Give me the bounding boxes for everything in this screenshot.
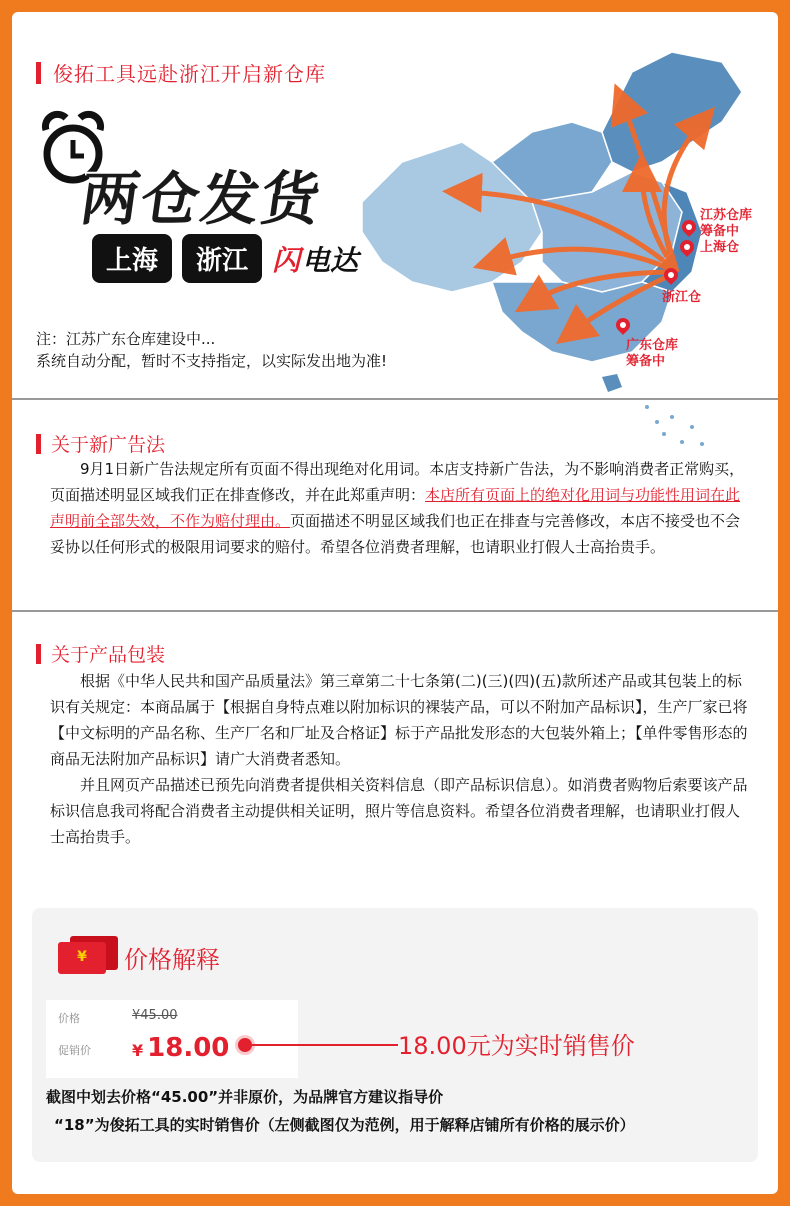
warehouse-title-text: 俊拓工具远赴浙江开启新仓库 [53, 62, 326, 86]
ad-law-paragraph [50, 456, 750, 560]
label-guangdong-line2: 筹备中 [626, 354, 666, 369]
ad-law-title-text: 关于新广告法 [51, 434, 166, 456]
ad-law-text-a: 9月1日新广告法规定所有页面不得出现绝对化用词。本店支持新广告法，为不影响消费者正常购买，页面描述明显区域我们正在排查修改，并在此郑重声明： [50, 460, 745, 504]
callout-line [252, 1044, 398, 1046]
note-line-2: 系统自动分配，暂时不支持指定，以实际发出地为准! [36, 352, 388, 370]
label-shanghai: 上海仓 [700, 240, 740, 255]
red-envelope-icon [58, 936, 118, 974]
envelope-symbol: ¥ [58, 942, 106, 974]
callout-number: 18.00 [398, 1032, 467, 1060]
express-text: 电达 [302, 243, 359, 277]
ad-law-text-b: 页面描述不明显区域我们也正在排查与完善修改，本店不接受也不会妥协以任何形式的极限用词要求的赔付。希望各位消费者理解，也请职业打假人士高抬贵手。 [50, 512, 741, 556]
divider-2 [12, 610, 778, 612]
map-islands [645, 405, 704, 446]
promo-value: 18.00 [147, 1033, 230, 1063]
packaging-title-text: 关于产品包装 [51, 644, 166, 666]
express-delivery-logo [272, 239, 358, 279]
label-guangdong-line1: 广东仓库 [626, 338, 679, 353]
price-explanation-line-2: “18”为俊拓工具的实时销售价（左侧截图仅为范例，用于解释店铺所有价格的展示价） [54, 1116, 635, 1134]
price-screenshot-example [46, 1000, 298, 1078]
packaging-para-2: 并且网页产品描述已预先向消费者提供相关资料信息（即产品标识信息）。如消费者购物后索要该产品标识信息我司将配合消费者主动提供相关证明，照片等信息资料。希望各位消费者理解，也请职业打假人士高抬贵手。 [50, 776, 748, 846]
warehouse-section-title [36, 58, 326, 87]
ad-law-section-title [36, 430, 165, 457]
chip-zhejiang: 浙江 [182, 234, 262, 283]
realtime-price-callout [398, 1026, 635, 1061]
price-explanation-line-1: 截图中划去价格“45.00”并非原价，为品牌官方建议指导价 [46, 1088, 444, 1106]
label-jiangsu-line2: 筹备中 [700, 224, 740, 239]
label-guangdong [626, 338, 678, 370]
original-price: ¥45.00 [132, 1008, 178, 1023]
price-label: 价格 [58, 1012, 80, 1025]
price-title: 价格解释 [124, 946, 220, 974]
note-line-1: 注：江苏广东仓库建设中... [36, 330, 216, 348]
promo-price [132, 1033, 229, 1063]
callout-text: 元为实时销售价 [466, 1032, 635, 1060]
label-jiangsu-line1: 江苏仓库 [700, 208, 753, 223]
promo-currency: ¥ [132, 1041, 144, 1060]
lightning-icon: 闪 [272, 243, 301, 277]
chip-shanghai: 上海 [92, 234, 172, 283]
label-jiangsu [700, 208, 752, 240]
title-accent-bar [36, 62, 41, 84]
ad-law-highlight: 本店所有页面上的绝对化用词与功能性用词在此声明前全部失效，不作为赔付理由。 [50, 486, 741, 530]
promo-label: 促销价 [58, 1044, 91, 1057]
warehouse-note [36, 328, 387, 372]
packaging-section-title [36, 640, 165, 667]
packaging-accent-bar [36, 644, 41, 664]
label-zhejiang: 浙江仓 [662, 290, 702, 305]
callout-dot [238, 1038, 252, 1052]
divider-1 [12, 398, 778, 400]
warehouse-chips [92, 234, 358, 283]
page-card [12, 12, 778, 1194]
price-explanation-box [32, 908, 758, 1162]
packaging-paragraphs [50, 668, 750, 850]
packaging-para-1: 根据《中华人民共和国产品质量法》第三章第二十七条第(二)(三)(四)(五)款所述产品或其包装上的标识有关规定：本商品属于【根据自身特点难以附加标识的裸装产品，可以不附加产品标识】，生产厂家已将【中文标明的产品名称、生产厂名和厂址及合格证】标于产品批发形态的大包装外箱上；【单件零售形态的商品无法附加产品标识】请广大消费者悉知。 [50, 672, 748, 768]
ad-law-accent-bar [36, 434, 41, 454]
two-warehouse-headline: 两仓发货 [76, 165, 327, 233]
map-region-northeast [602, 52, 742, 172]
map-region-hainan [602, 374, 622, 392]
